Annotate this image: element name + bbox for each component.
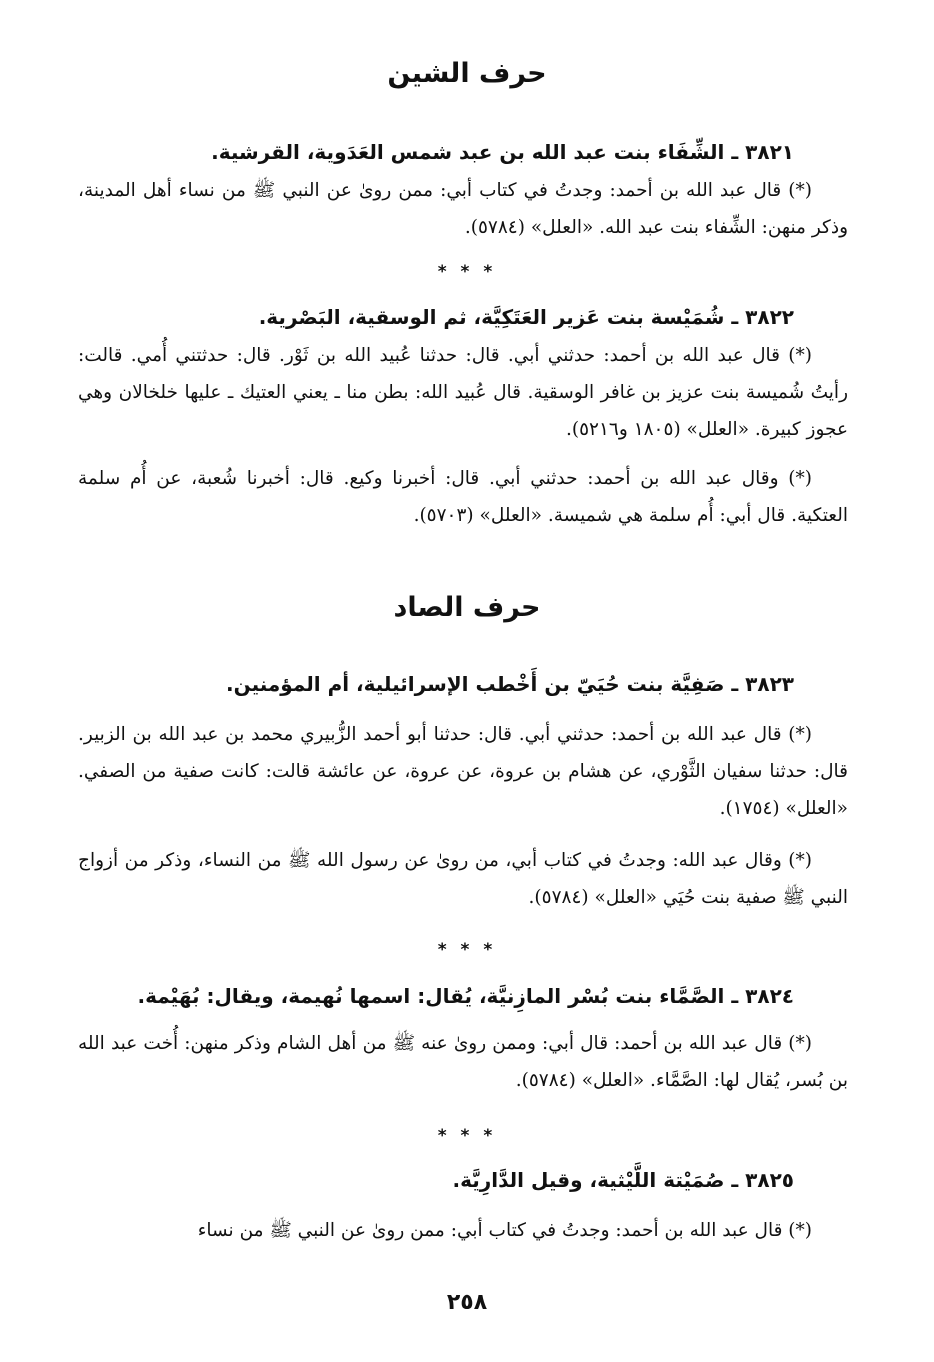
paragraph-text: (*) قال عبد الله بن أحمد: وجدتُ في كتاب أبي: ممن روىٰ عن النبي ﷺ من نساء xyxy=(197,1220,812,1241)
entry-paragraph-3825-1 xyxy=(78,1212,848,1249)
page-number: ٢٥٨ xyxy=(446,1290,488,1315)
entry-title-3824: ٣٨٢٤ ـ الصَّمَّاء بنت بُسْر المازِنيَّة، يُقال: اسمها نُهيمة، ويقال: بُهَيْمة. xyxy=(137,984,794,1008)
paragraph-text: (*) قال عبد الله بن أحمد: حدثني أبي. قال: حدثنا أبو أحمد الزُّبيري محمد بن عبد الله بن الزبير. قال: حدثنا سفيان الثَّوْري، عن هشام بن عروة، عن عروة، عن عائشة قالت: كانت صفية من الصفي. «العلل» (١٧٥٤). xyxy=(78,724,848,819)
entry-paragraph-3822-1 xyxy=(78,337,848,448)
separator-stars: * * * xyxy=(437,940,497,960)
entry-paragraph-3822-2 xyxy=(78,460,848,534)
entry-paragraph-3823-2 xyxy=(78,842,848,916)
entry-paragraph-3824-1 xyxy=(78,1025,848,1099)
entry-title-3821: ٣٨٢١ ـ الشِّفَاء بنت عبد الله بن عبد شمس العَدَوية، القرشية. xyxy=(211,140,794,164)
paragraph-text: (*) وقال عبد الله بن أحمد: حدثني أبي. قال: أخبرنا وكيع. قال: أخبرنا شُعبة، عن أُم سلمة العتكية. قال أبي: أُم سلمة هي شميسة. «العلل» (٥٧٠٣). xyxy=(78,468,848,526)
paragraph-text: (*) قال عبد الله بن أحمد: وجدتُ في كتاب أبي: ممن روىٰ عن النبي ﷺ من نساء أهل المدينة، وذكر منهن: الشِّفاء بنت عبد الله. «العلل» (٥٧٨٤). xyxy=(78,180,848,238)
section-heading-sad: حرف الصاد xyxy=(393,592,541,623)
paragraph-text: (*) قال عبد الله بن أحمد: قال أبي: وممن روىٰ عنه ﷺ من أهل الشام وذكر منهن: أُخت عبد الله بن بُسر، يُقال لها: الصَّمَّاء. «العلل» (٥٧٨٤). xyxy=(78,1033,848,1091)
entry-title-3825: ٣٨٢٥ ـ صُمَيْتة اللَّيْثية، وقيل الدَّارِيَّة. xyxy=(452,1168,794,1192)
separator-stars: * * * xyxy=(437,1126,497,1146)
entry-paragraph-3821-1 xyxy=(78,172,848,246)
entry-paragraph-3823-1 xyxy=(78,716,848,827)
section-heading-shin: حرف الشين xyxy=(387,58,547,89)
separator-stars: * * * xyxy=(437,262,497,282)
entry-title-3823: ٣٨٢٣ ـ صَفِيَّة بنت حُيَيّ بن أَخْطب الإسرائيلية، أم المؤمنين. xyxy=(225,672,794,696)
paragraph-text: (*) قال عبد الله بن أحمد: حدثني أبي. قال: حدثنا عُبيد الله بن ثَوْر. قال: حدثتني أُمي. قالت: رأيتُ شُميسة بنت عزيز بن غافر الوسقية. قال عُبيد الله: بطن منا ـ يعني العتيك ـ عليها خلخالان وهي عجوز كبيرة. «العلل» (١٨٠٥ و٥٢١٦). xyxy=(78,345,848,440)
entry-title-3822: ٣٨٢٢ ـ شُمَيْسة بنت عَزير العَتَكِيَّة، ثم الوسقية، البَصْرية. xyxy=(258,305,794,329)
paragraph-text: (*) وقال عبد الله: وجدتُ في كتاب أبي، من روىٰ عن رسول الله ﷺ من النساء، وذكر من أزواج النبي ﷺ صفية بنت حُيَي «العلل» (٥٧٨٤). xyxy=(78,850,848,908)
